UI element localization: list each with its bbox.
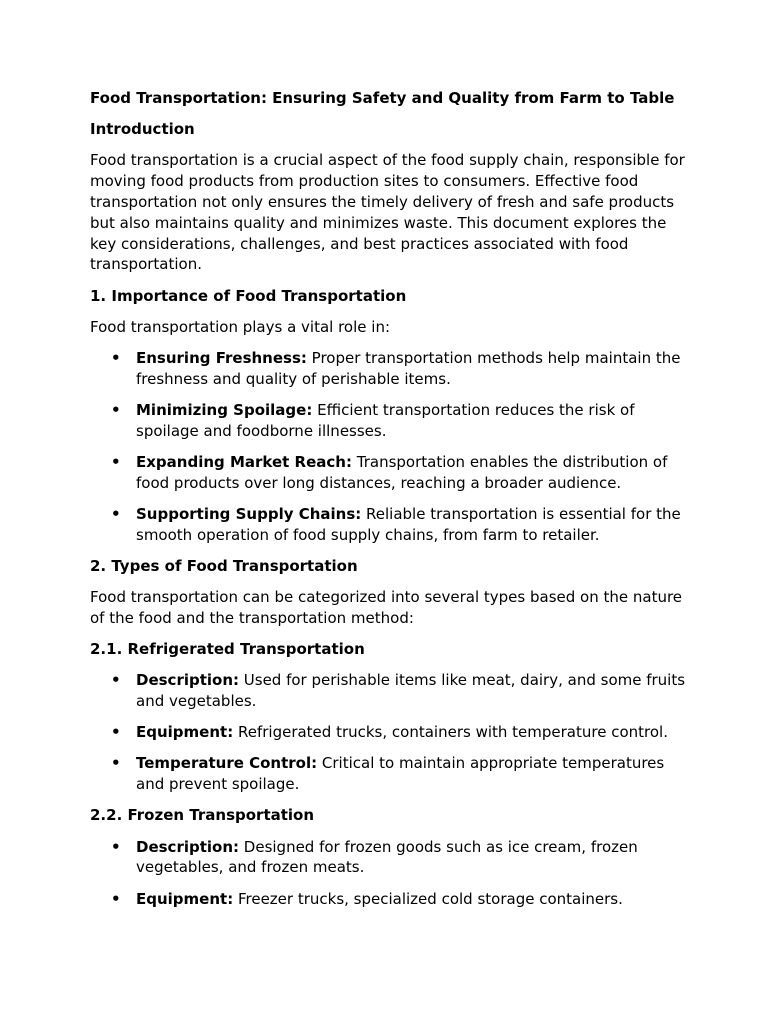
list-item bbox=[90, 348, 690, 390]
bullet-icon: • bbox=[111, 889, 121, 908]
bullet-icon: • bbox=[111, 671, 121, 690]
list-item-text: Used for perishable items like meat, dairy, and some fruits and vegetables. bbox=[136, 671, 686, 711]
subsection-2-2-heading: 2.2. Frozen Transportation bbox=[90, 806, 315, 825]
document-title: Food Transportation: Ensuring Safety and Quality from Farm to Table bbox=[90, 89, 675, 107]
list-item bbox=[90, 722, 690, 743]
list-item-text: Critical to maintain appropriate temperatures and prevent spoilage. bbox=[136, 754, 665, 794]
list-item-text: Refrigerated trucks, containers with temperature control. bbox=[233, 723, 668, 742]
section-1-list bbox=[90, 348, 690, 546]
list-item-term: Minimizing Spoilage: bbox=[136, 400, 313, 419]
bullet-icon: • bbox=[111, 400, 121, 419]
subsection-2-1-heading: 2.1. Refrigerated Transportation bbox=[90, 640, 365, 659]
list-item bbox=[90, 452, 690, 494]
bullet-icon: • bbox=[111, 504, 121, 523]
list-item-text: Designed for frozen goods such as ice cream, frozen vegetables, and frozen meats. bbox=[136, 837, 638, 877]
bullet-icon: • bbox=[111, 723, 121, 742]
list-item-text: Reliable transportation is essential for the smooth operation of food supply chains, from farm to retailer. bbox=[136, 504, 681, 544]
intro-heading: Introduction bbox=[90, 120, 195, 139]
list-item-term: Description: bbox=[136, 837, 240, 856]
list-item-text: Transportation enables the distribution of food products over long distances, reaching a broader audience. bbox=[136, 452, 668, 492]
list-item-term: Ensuring Freshness: bbox=[136, 348, 307, 367]
subsection-2-1-list bbox=[90, 670, 690, 795]
subsection-2-2-list bbox=[90, 837, 690, 910]
list-item-text: Freezer trucks, specialized cold storage containers. bbox=[233, 889, 623, 908]
list-item bbox=[90, 753, 690, 795]
bullet-icon: • bbox=[111, 837, 121, 856]
list-item-term: Equipment: bbox=[136, 889, 234, 908]
section-2-lead: Food transportation can be categorized into several types based on the nature of the food and the transportation method: bbox=[90, 588, 683, 627]
section-1-lead: Food transportation plays a vital role in: bbox=[90, 317, 390, 336]
list-item bbox=[90, 504, 690, 546]
list-item-term: Expanding Market Reach: bbox=[136, 452, 352, 471]
list-item-term: Equipment: bbox=[136, 723, 234, 742]
list-item bbox=[90, 400, 690, 442]
intro-paragraph: Food transportation is a crucial aspect of the food supply chain, responsible for moving food products from production sites to consumers. Effective food transportation not only ensures the timely delivery of fresh and safe products but also maintains quality and minimizes waste. This document explores the key considerations, challenges, and best practices associated with food transportation. bbox=[90, 151, 685, 274]
section-1-heading: 1. Importance of Food Transportation bbox=[90, 286, 407, 305]
section-2-heading: 2. Types of Food Transportation bbox=[90, 556, 358, 575]
list-item bbox=[90, 889, 690, 910]
list-item-term: Temperature Control: bbox=[136, 754, 318, 773]
list-item-term: Description: bbox=[136, 671, 240, 690]
list-item bbox=[90, 670, 690, 712]
list-item bbox=[90, 837, 690, 879]
document-page bbox=[90, 88, 690, 920]
bullet-icon: • bbox=[111, 754, 121, 773]
list-item-term: Supporting Supply Chains: bbox=[136, 504, 362, 523]
bullet-icon: • bbox=[111, 452, 121, 471]
bullet-icon: • bbox=[111, 348, 121, 367]
list-item-text: Efficient transportation reduces the risk of spoilage and foodborne illnesses. bbox=[136, 400, 635, 440]
list-item-text: Proper transportation methods help maintain the freshness and quality of perishable items. bbox=[136, 348, 681, 388]
